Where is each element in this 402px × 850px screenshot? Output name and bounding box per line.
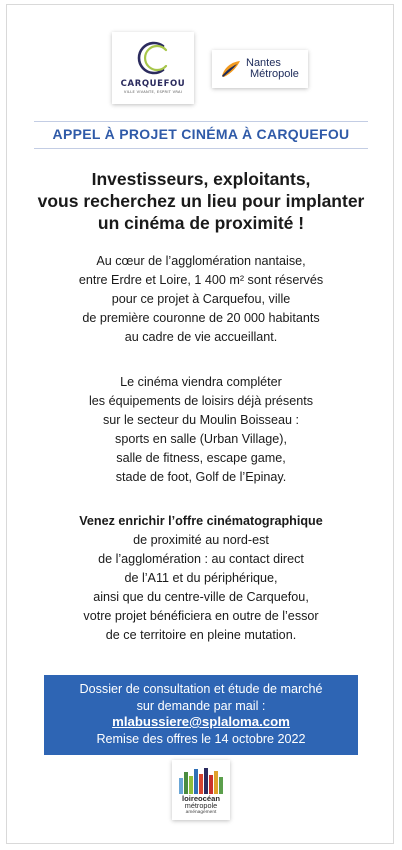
contact-email-link[interactable]: mlabussiere@splaloma.com: [112, 714, 290, 729]
contact-line-dossier: Dossier de consultation et étude de marché: [79, 682, 323, 696]
contact-line-request: sur demande par mail :: [136, 698, 266, 713]
title-rule-top: [34, 121, 368, 122]
paragraph-offer: [20, 512, 382, 645]
paragraph-offer-body: de proximité au nord-est de l’agglomération : au contact direct de l’A11 et du périphérique, ainsi que du centre-ville de Carquefou, votre projet bénéficiera en outre de l’essor de ce territoire en pleine mutation.: [83, 533, 319, 642]
paragraph-leisure: Le cinéma viendra compléter les équipements de loisirs déjà présents sur le secteur du Moulin Boisseau : sports en salle (Urban Village), salle de fitness, escape game, stade de foot, Golf de l’Epinay.: [88, 375, 313, 484]
carquefou-logo: [112, 32, 194, 104]
contact-box: [44, 675, 358, 755]
carquefou-tagline: VILLE VIVANTE, ESPRIT VRAI: [123, 90, 183, 94]
contact-line-deadline: Remise des offres le 14 octobre 2022: [96, 731, 306, 746]
nantes-metropole-logo: [212, 50, 308, 88]
nantes-wordmark: [246, 58, 299, 80]
carquefou-name: CARQUEFOU: [120, 79, 186, 89]
paragraph-offer-lead: Venez enrichir l’offre cinématographique: [79, 514, 323, 528]
title-rule-bottom: [34, 148, 368, 149]
headline: [20, 168, 382, 234]
page-title: APPEL À PROJET CINÉMA À CARQUEFOU: [52, 126, 350, 142]
loire-ocean-bars-icon: [179, 766, 223, 794]
nantes-line1: Nantes: [246, 57, 281, 69]
nantes-leaf-icon: [220, 59, 242, 79]
loire-sub2: aménagement: [185, 810, 217, 815]
loire-ocean-logo: [172, 760, 230, 820]
loire-sub: métropole: [184, 801, 218, 810]
nantes-line2: Métropole: [250, 68, 299, 80]
carquefou-c-icon: [130, 38, 176, 78]
loire-name: loireocéan: [182, 794, 220, 803]
headline-text: Investisseurs, exploitants, vous recherchez un lieu pour implanter un cinéma de proximité !: [37, 169, 365, 233]
paragraph-location: Au cœur de l’agglomération nantaise, entre Erdre et Loire, 1 400 m² sont réservés pour ce projet à Carquefou, ville de première couronne de 20 000 habitants au cadre de vie accueillant.: [78, 254, 324, 344]
